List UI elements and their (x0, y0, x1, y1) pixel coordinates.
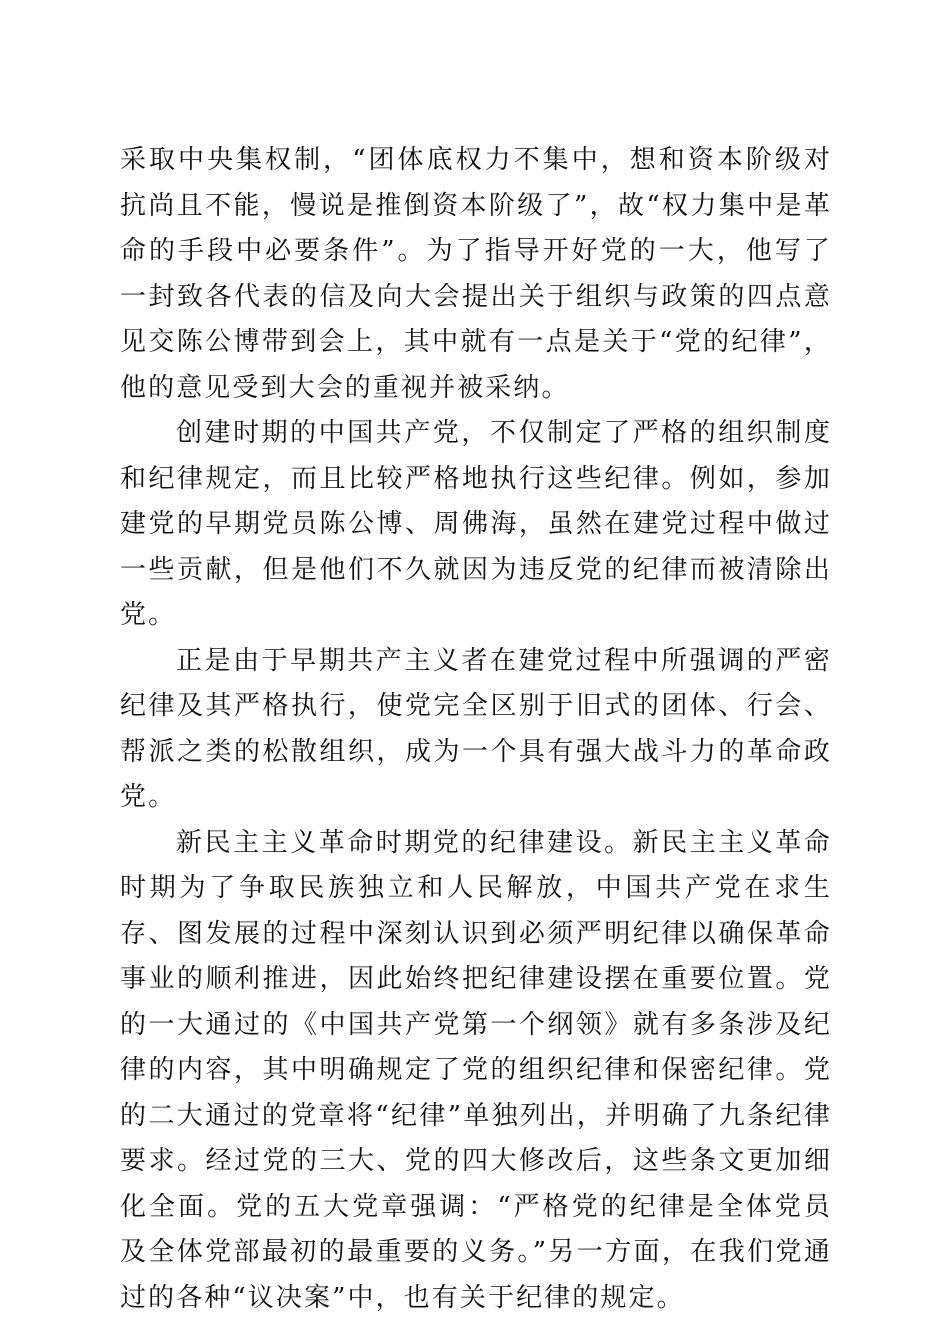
paragraph-continuation: 采取中央集权制，“团体底权力不集中，想和资本阶级对抗尚且不能，慢说是推倒资本阶级了”，故“权力集中是革命的手段中必要条件”。为了指导开好党的一大，他写了一封致各代表的信及向大会提出关于组织与政策的四点意见交陈公博带到会上，其中就有一点是关于“党的纪律”，他的意见受到大会的重视并被采纳。 (120, 145, 832, 403)
paragraph-new-democratic-revolution: 新民主主义革命时期党的纪律建设。新民主主义革命时期为了争取民族独立和人民解放，中国共产党在求生存、图发展的过程中深刻认识到必须严明纪律以确保革命事业的顺利推进，因此始终把纪律建设摆在重要位置。党的一大通过的《中国共产党第一个纲领》就有多条涉及纪律的内容，其中明确规定了党的组织纪律和保密纪律。党的二大通过的党章将“纪律”单独列出，并明确了九条纪律要求。经过党的三大、党的四大修改后，这些条文更加细化全面。党的五大党章强调：“严格党的纪律是全体党员及全体党部最初的最重要的义务。”另一方面，在我们党通过的各种“议决案”中，也有关于纪律的规定。 (120, 827, 832, 1313)
paragraph-strict-discipline-significance: 正是由于早期共产主义者在建党过程中所强调的严密纪律及其严格执行，使党完全区别于旧式的团体、行会、帮派之类的松散组织，成为一个具有强大战斗力的革命政党。 (120, 645, 832, 812)
paragraph-founding-period-discipline: 创建时期的中国共产党，不仅制定了严格的组织制度和纪律规定，而且比较严格地执行这些纪律。例如，参加建党的早期党员陈公博、周佛海，虽然在建党过程中做过一些贡献，但是他们不久就因为违反党的纪律而被清除出党。 (120, 418, 832, 630)
document-body (120, 138, 832, 1321)
